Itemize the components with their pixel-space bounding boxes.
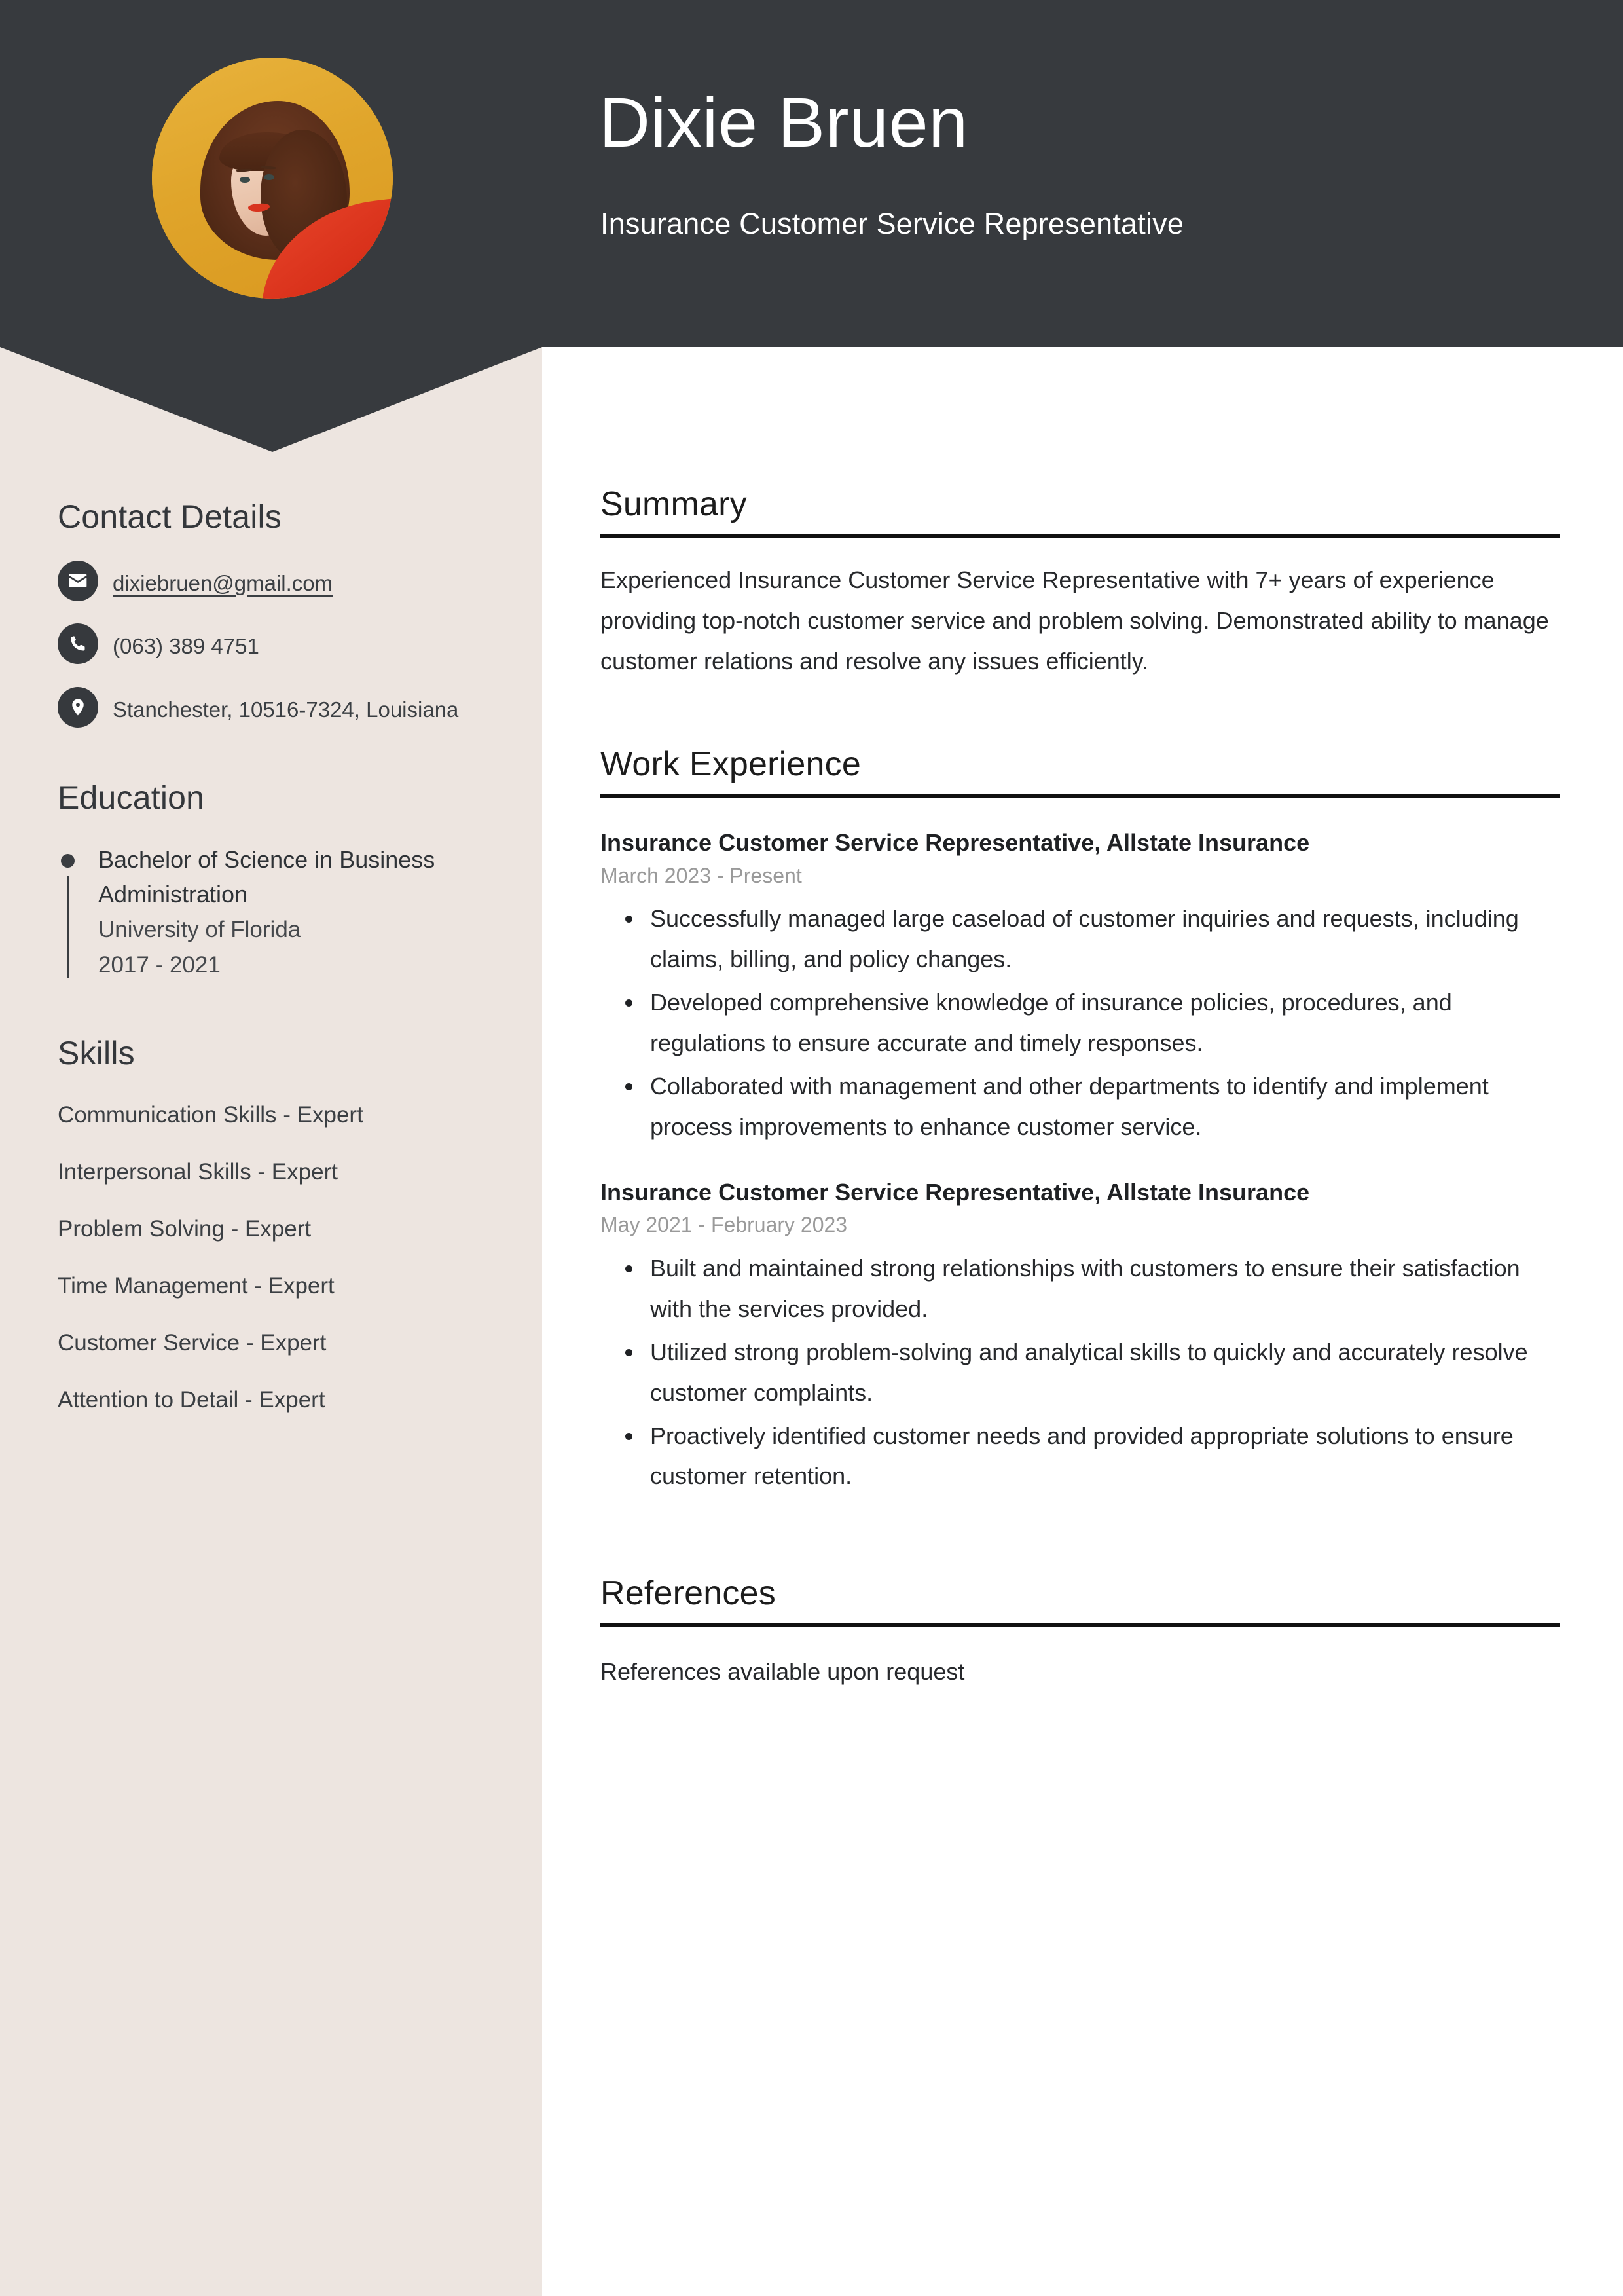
education-bullet-dot xyxy=(61,854,75,868)
summary-heading: Summary xyxy=(600,485,747,523)
education-school: University of Florida xyxy=(98,917,301,943)
skill-item: Time Management - Expert xyxy=(58,1272,335,1299)
references-heading: References xyxy=(600,1574,776,1613)
skill-item: Problem Solving - Expert xyxy=(58,1215,312,1242)
contact-email-value[interactable]: dixiebruen@gmail.com xyxy=(113,571,333,595)
summary-section xyxy=(600,485,1560,682)
map-pin-icon xyxy=(58,687,98,728)
contact-item-email[interactable] xyxy=(58,565,490,601)
avatar xyxy=(152,58,393,299)
job-bullet-list xyxy=(600,898,1560,1147)
job-dates: March 2023 - Present xyxy=(600,863,802,887)
work-experience-heading: Work Experience xyxy=(600,745,861,783)
education-years: 2017 - 2021 xyxy=(98,952,221,978)
job-bullet-list xyxy=(600,1248,1560,1496)
candidate-name: Dixie Bruen xyxy=(599,83,968,162)
avatar-eye-right xyxy=(264,174,274,180)
avatar-eye-left xyxy=(240,177,249,183)
job-entry xyxy=(600,1177,1560,1497)
work-experience-rule xyxy=(600,794,1560,798)
job-entry xyxy=(600,828,1560,1147)
skill-item: Communication Skills - Expert xyxy=(58,1102,363,1128)
work-experience-section xyxy=(600,745,1560,1497)
job-title: Insurance Customer Service Representative, Allstate Insurance xyxy=(600,1178,1310,1206)
job-bullet: Collaborated with management and other departments to identify and implement process improvements to enhance customer service. xyxy=(650,1066,1560,1147)
skill-item: Attention to Detail - Expert xyxy=(58,1386,325,1413)
summary-rule xyxy=(600,534,1560,538)
skill-item: Interpersonal Skills - Expert xyxy=(58,1158,338,1185)
contact-item-phone[interactable] xyxy=(58,627,490,664)
job-dates: May 2021 - February 2023 xyxy=(600,1213,848,1237)
skills-heading: Skills xyxy=(58,1034,135,1071)
references-section xyxy=(600,1574,1560,1691)
references-rule xyxy=(600,1623,1560,1627)
job-bullet: Built and maintained strong relationships with customers to ensure their satisfaction with the services provided. xyxy=(650,1248,1560,1329)
contact-details-heading: Contact Details xyxy=(58,498,282,535)
candidate-headline: Insurance Customer Service Representative xyxy=(600,207,1184,240)
job-bullet: Utilized strong problem-solving and analytical skills to quickly and accurately resolve customer complaints. xyxy=(650,1332,1560,1413)
main-column xyxy=(600,485,1560,1714)
education-heading: Education xyxy=(58,779,205,817)
education-item xyxy=(58,843,490,981)
job-bullet: Developed comprehensive knowledge of insurance policies, procedures, and regulations to ensure accurate and timely responses. xyxy=(650,982,1560,1064)
contact-item-address xyxy=(58,691,490,728)
contact-address-value: Stanchester, 10516-7324, Louisiana xyxy=(113,697,459,722)
job-bullet: Proactively identified customer needs and provided appropriate solutions to ensure customer retention. xyxy=(650,1416,1560,1497)
contact-list xyxy=(58,565,490,728)
envelope-icon xyxy=(58,561,98,601)
education-timeline-line xyxy=(67,876,69,977)
sidebar xyxy=(58,498,490,1414)
avatar-photo xyxy=(152,58,393,299)
skill-item: Customer Service - Expert xyxy=(58,1329,327,1356)
phone-icon xyxy=(58,623,98,664)
job-bullet: Successfully managed large caseload of customer inquiries and requests, including claims, billing, and policy changes. xyxy=(650,898,1560,980)
contact-phone-value[interactable]: (063) 389 4751 xyxy=(113,634,259,659)
job-title: Insurance Customer Service Representative, Allstate Insurance xyxy=(600,828,1310,856)
education-degree: Bachelor of Science in Business Administration xyxy=(98,846,435,908)
references-text: References available upon request xyxy=(600,1658,965,1686)
summary-text: Experienced Insurance Customer Service Representative with 7+ years of experience providing top-notch customer service and problem solving. Demonstrated ability to manage customer relations and resolve any issues efficiently. xyxy=(600,566,1549,675)
